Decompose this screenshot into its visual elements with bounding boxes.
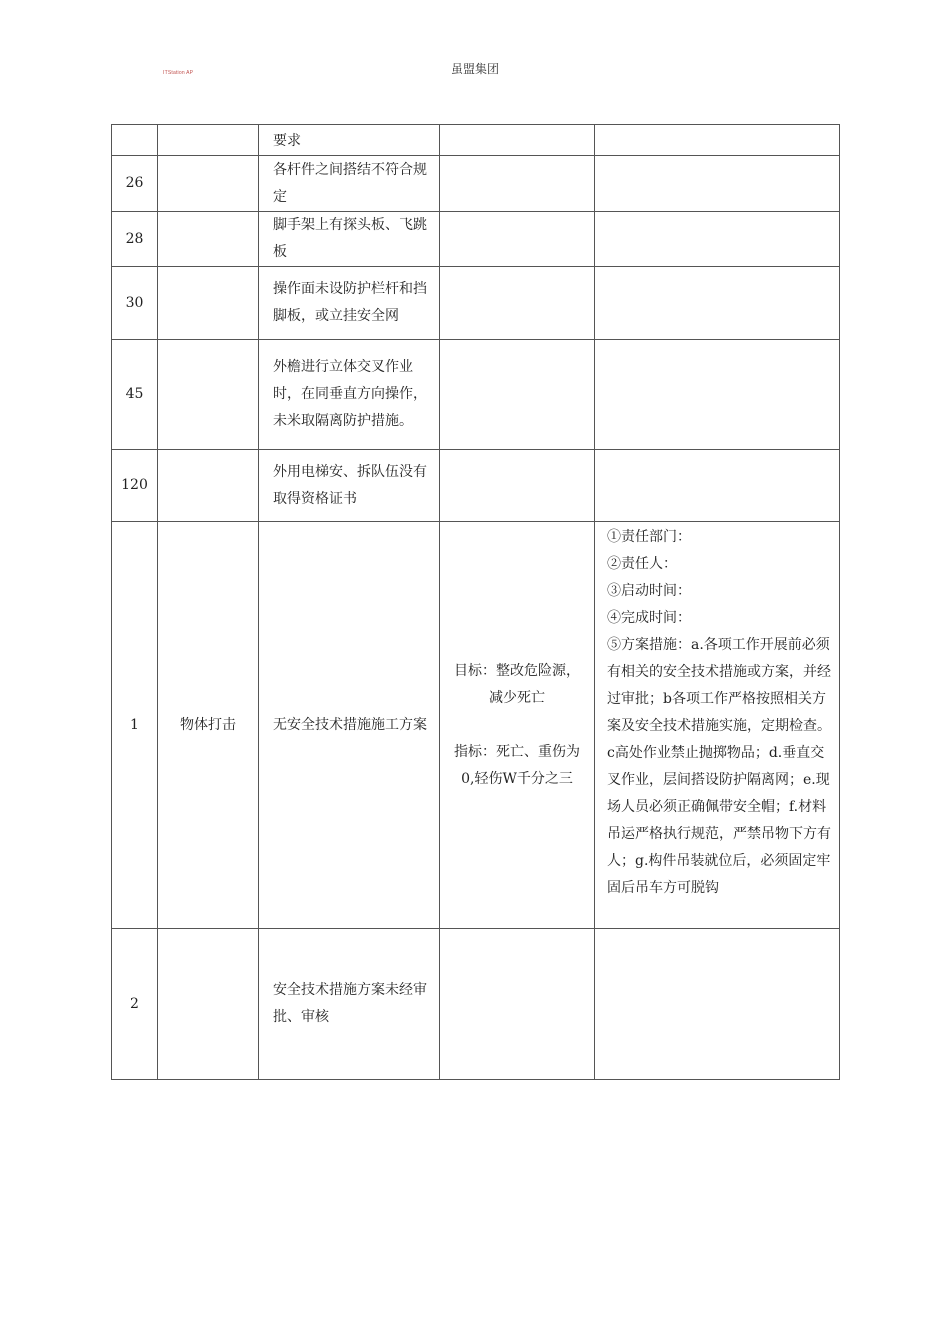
measures-cell: [595, 450, 840, 522]
measure-start-time: ③启动时间：: [607, 583, 691, 599]
hazard-type: [158, 125, 259, 156]
goal-index: 指标：死亡、重伤为0,轻伤W千分之三: [454, 743, 580, 787]
row-number: 1: [112, 522, 158, 929]
hazard-description: 操作面未设防护栏杆和挡脚板，或立挂安全网: [259, 267, 440, 340]
row-number: 45: [112, 340, 158, 450]
hazard-type: [158, 212, 259, 267]
hazard-description: 各杆件之间搭结不符合规定: [259, 156, 440, 212]
hazard-type: [158, 267, 259, 340]
row-number: [112, 125, 158, 156]
hazard-description: 无安全技术措施施工方案: [259, 522, 440, 929]
row-number: 28: [112, 212, 158, 267]
table-row: [112, 522, 840, 929]
goal-cell: [440, 522, 595, 929]
goal-target: 目标：整改危险源，减少死亡: [454, 662, 580, 706]
goal-cell: [440, 340, 595, 450]
goal-cell: [440, 267, 595, 340]
table-row: [112, 929, 840, 1080]
hazard-description: 外檐进行立体交叉作业时，在同垂直方向操作，未米取隔离防护措施。: [259, 340, 440, 450]
table-row: [112, 267, 840, 340]
measures-cell: [595, 212, 840, 267]
hazard-table: [111, 124, 840, 1080]
row-number: 30: [112, 267, 158, 340]
table-row: [112, 156, 840, 212]
goal-cell: [440, 156, 595, 212]
hazard-description: 外用电梯安、拆队伍没有取得资格证书: [259, 450, 440, 522]
hazard-description: 脚手架上有探头板、飞跳板: [259, 212, 440, 267]
table-row: [112, 450, 840, 522]
table-row: [112, 340, 840, 450]
hazard-description: 要求: [259, 125, 440, 156]
hazard-type: [158, 929, 259, 1080]
hazard-type: 物体打击: [158, 522, 259, 929]
company-logo: ITStation AP: [163, 70, 194, 76]
hazard-type: [158, 340, 259, 450]
goal-cell: [440, 212, 595, 267]
row-number: 26: [112, 156, 158, 212]
hazard-description: 安全技术措施方案未经审批、审核: [259, 929, 440, 1080]
goal-cell: [440, 450, 595, 522]
hazard-type: [158, 450, 259, 522]
page-header-title: 虽盟集团: [450, 62, 499, 76]
measures-cell: [595, 267, 840, 340]
measures-cell: [595, 156, 840, 212]
measure-plan: ⑤方案措施：a.各项工作开展前必须有相关的安全技术措施或方案，并经过审批；b各项工作严格按照相关方案及安全技术措施实施，定期检查。c高处作业禁止抛掷物品；d.垂直交叉作业，层间搭设防护隔离网；e.现场人员必须正确佩带安全帽；f.材料吊运严格执行规范，严禁吊物下方有人；g.构件吊装就位后，必须固定牢固后吊车方可脱钩: [607, 637, 831, 896]
row-number: 2: [112, 929, 158, 1080]
measure-dept: ①责任部门：: [607, 529, 691, 545]
measures-cell: [595, 929, 840, 1080]
measure-end-time: ④完成时间：: [607, 610, 691, 626]
table-row: [112, 125, 840, 156]
row-number: 120: [112, 450, 158, 522]
measures-cell: [595, 125, 840, 156]
measure-person: ②责任人：: [607, 556, 677, 572]
goal-cell: [440, 125, 595, 156]
table-row: [112, 212, 840, 267]
measures-cell: [595, 522, 840, 929]
measures-cell: [595, 340, 840, 450]
hazard-type: [158, 156, 259, 212]
goal-cell: [440, 929, 595, 1080]
